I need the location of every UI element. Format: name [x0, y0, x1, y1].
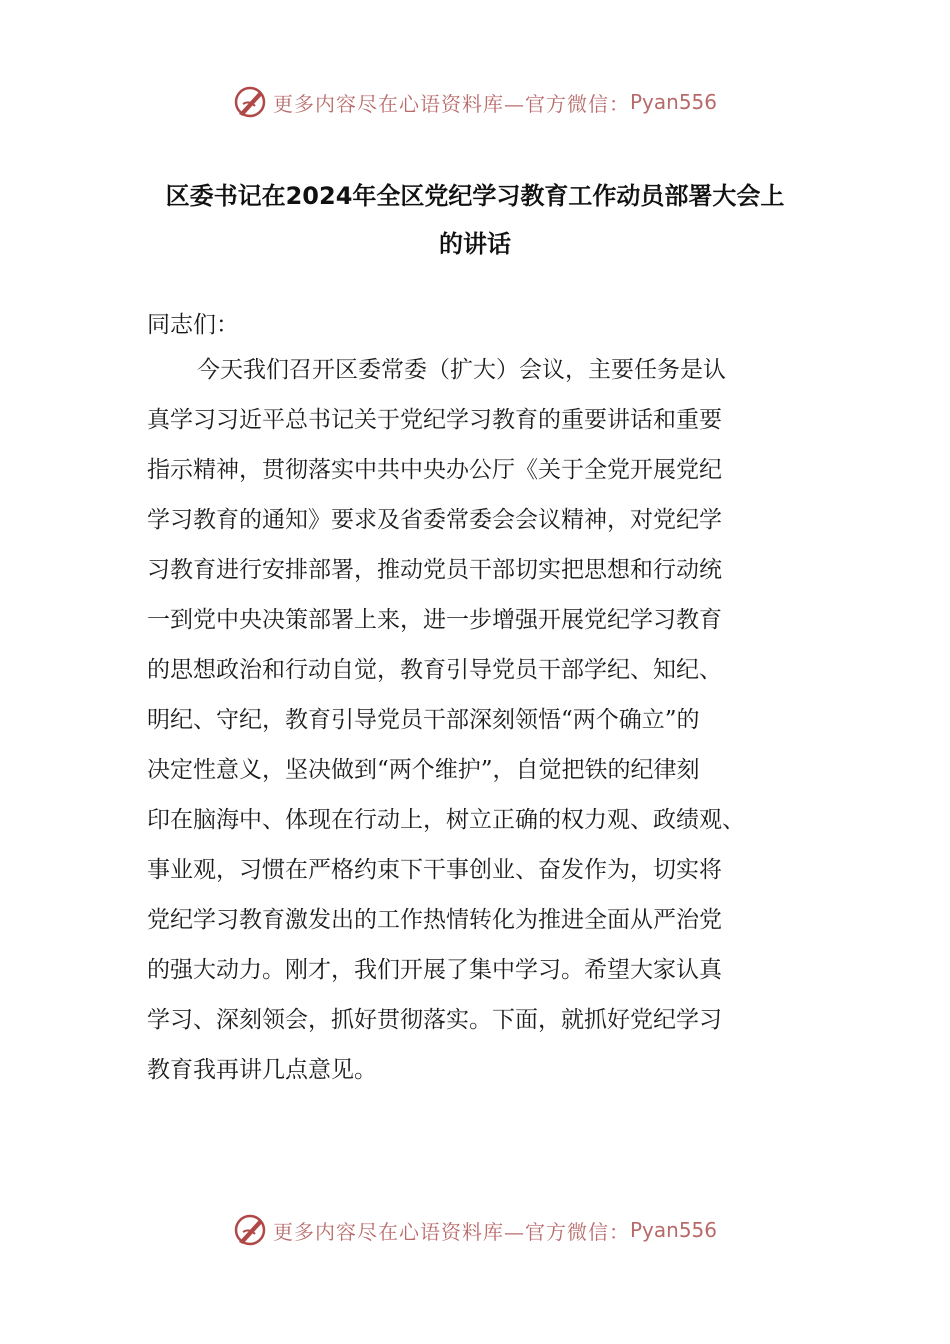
body-line: 学习、深刻领会，抓好贯彻落实。下面，就抓好党纪学习 — [147, 1007, 722, 1033]
watermark-text: 更多内容尽在心语资料库—官方微信： — [272, 1219, 630, 1244]
watermark-banner-bottom — [0, 1210, 950, 1250]
body-line: 指示精神，贯彻落实中共中央办公厅《关于全党开展党纪 — [147, 457, 722, 483]
watermark-banner-top — [0, 82, 950, 122]
body-line: 今天我们召开区委常委（扩大）会议，主要任务是认 — [197, 357, 726, 383]
document-title — [120, 172, 830, 268]
body-line: 党纪学习教育激发出的工作热情转化为推进全面从严治党 — [147, 907, 722, 933]
watermark-wechat-id: Pyan556 — [629, 90, 717, 114]
brush-logo-icon — [233, 1212, 269, 1248]
body-line: 一到党中央决策部署上来，进一步增强开展党纪学习教育 — [147, 607, 722, 633]
brush-logo-icon — [233, 84, 269, 120]
body-line: 事业观，习惯在严格约束下干事创业、奋发作为，切实将 — [147, 857, 722, 883]
body-line: 教育我再讲几点意见。 — [147, 1057, 377, 1083]
body-line: 的思想政治和行动自觉，教育引导党员干部学纪、知纪、 — [147, 657, 722, 683]
body-line: 的强大动力。刚才，我们开展了集中学习。希望大家认真 — [147, 957, 722, 983]
title-line: 区委书记在2024年全区党纪学习教育工作动员部署大会上 — [165, 182, 785, 210]
body-line: 学习教育的通知》要求及省委常委会会议精神，对党纪学 — [147, 507, 722, 533]
salutation: 同志们： — [147, 312, 239, 338]
body-line: 决定性意义，坚决做到“两个维护”，自觉把铁的纪律刻 — [147, 757, 700, 783]
watermark-wechat-id: Pyan556 — [629, 1218, 717, 1242]
body-paragraph — [147, 345, 807, 1095]
body-line: 习教育进行安排部署，推动党员干部切实把思想和行动统 — [147, 557, 722, 583]
body-line: 印在脑海中、体现在行动上，树立正确的权力观、政绩观、 — [147, 807, 745, 833]
title-line: 的讲话 — [439, 230, 511, 258]
body-line: 明纪、守纪，教育引导党员干部深刻领悟“两个确立”的 — [147, 707, 700, 733]
watermark-text: 更多内容尽在心语资料库—官方微信： — [272, 91, 630, 116]
body-line: 真学习习近平总书记关于党纪学习教育的重要讲话和重要 — [147, 407, 722, 433]
